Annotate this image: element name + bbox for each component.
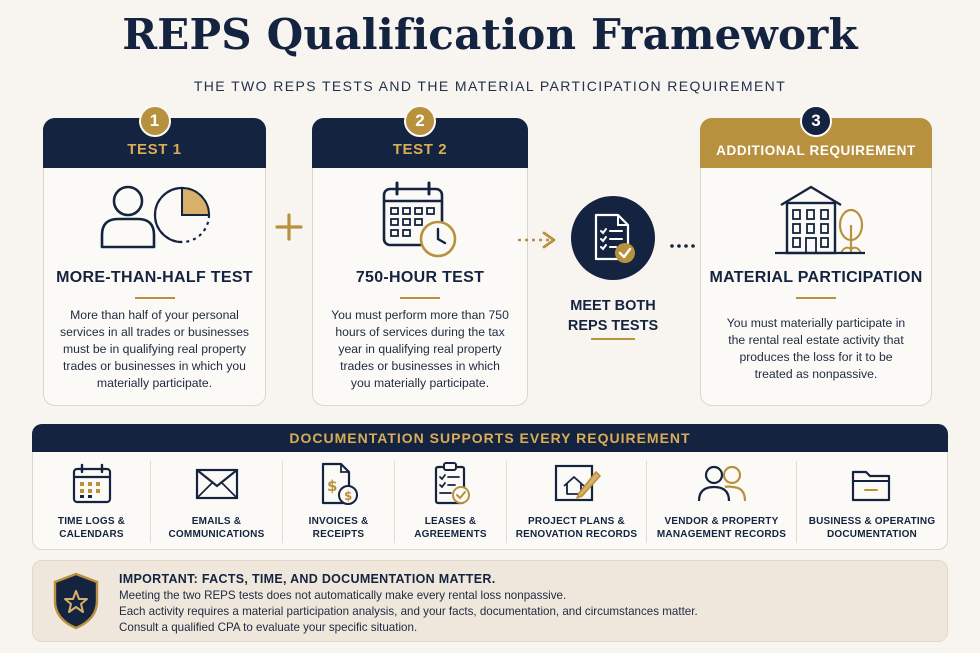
step-badge: 2	[404, 105, 436, 137]
page-subtitle: THE TWO REPS TESTS AND THE MATERIAL PARTICIPATION REQUIREMENT	[193, 78, 787, 94]
plus-icon	[274, 212, 304, 247]
important-note	[32, 560, 948, 642]
arrow-right-icon	[516, 230, 560, 255]
doc-label: INVOICES & RECEIPTS	[308, 516, 369, 540]
people-icon	[695, 461, 749, 507]
card-description: You must perform more than 750 hours of services during the tax year in qualifying real property trades or businesses in which you materially participate.	[331, 308, 509, 390]
svg-text:$: $	[326, 477, 337, 495]
doc-item-leases	[395, 461, 507, 543]
dotted-connector	[670, 236, 700, 254]
card-header: TEST 2	[312, 118, 528, 168]
test-1-card	[43, 111, 266, 406]
card-title: MORE-THAN-HALF TEST	[56, 269, 253, 286]
doc-item-business	[797, 461, 947, 543]
doc-item-vendor	[647, 461, 797, 543]
test-2-card	[312, 111, 528, 406]
card-description: More than half of your personal services in all trades or businesses must be in qualifying real property trades or businesses in which you materially participate.	[60, 308, 249, 390]
card-header: TEST 1	[43, 118, 266, 168]
doc-item-project-plans	[507, 461, 647, 543]
invoice-dollar-icon	[317, 461, 361, 507]
meet-rule	[591, 338, 635, 340]
documentation-panel	[32, 424, 948, 550]
calendar-clock-icon	[313, 181, 527, 257]
doc-label: VENDOR & PROPERTY MANAGEMENT RECORDS	[656, 516, 787, 540]
checklist-check-icon	[571, 196, 655, 280]
clipboard-check-icon	[429, 461, 473, 507]
note-line: Each activity requires a material participation analysis, and your facts, documentation, and circumstances matter.	[119, 605, 698, 618]
note-line: Meeting the two REPS tests does not automatically make every rental loss nonpassive.	[119, 589, 567, 602]
folder-icon	[849, 461, 895, 507]
note-line: Consult a qualified CPA to evaluate your specific situation.	[119, 621, 418, 634]
title-rule	[135, 297, 175, 299]
card-title: 750-HOUR TEST	[355, 269, 485, 286]
calendar-icon	[70, 461, 114, 507]
person-pie-icon	[44, 181, 265, 257]
note-title: IMPORTANT: FACTS, TIME, AND DOCUMENTATION MATTER.	[119, 572, 496, 586]
doc-label: PROJECT PLANS & RENOVATION RECORDS	[515, 516, 638, 540]
title-rule	[400, 297, 440, 299]
title-rule	[796, 297, 836, 299]
doc-item-emails	[151, 461, 283, 543]
building-tree-icon	[701, 181, 931, 257]
step-badge: 3	[800, 105, 832, 137]
meet-line-1: MEET BOTH	[570, 298, 656, 314]
doc-label: LEASES & AGREEMENTS	[414, 516, 487, 540]
shield-star-icon	[51, 571, 101, 636]
svg-text:$: $	[343, 489, 352, 503]
meet-line-2: REPS TESTS	[567, 318, 659, 334]
meet-both-label	[545, 296, 681, 336]
page-title: REPS Qualification Framework	[122, 10, 858, 59]
documentation-items	[33, 461, 947, 543]
doc-item-time-logs	[33, 461, 151, 543]
doc-label: EMAILS & COMMUNICATIONS	[168, 516, 265, 540]
step-badge: 1	[139, 105, 171, 137]
card-header: ADDITIONAL REQUIREMENT	[700, 118, 932, 168]
doc-label: TIME LOGS & CALENDARS	[57, 516, 126, 540]
house-plan-pencil-icon	[552, 461, 602, 507]
doc-label: BUSINESS & OPERATING DOCUMENTATION	[808, 516, 936, 540]
card-description: You must materially participate in the rental real estate activity that produces the loss for it to be treated as nonpassive.	[726, 316, 906, 381]
documentation-header: DOCUMENTATION SUPPORTS EVERY REQUIREMENT	[32, 424, 948, 452]
envelope-icon	[193, 461, 241, 507]
doc-item-invoices	[283, 461, 395, 543]
additional-requirement-card	[700, 111, 932, 406]
card-title: MATERIAL PARTICIPATION	[709, 269, 923, 286]
